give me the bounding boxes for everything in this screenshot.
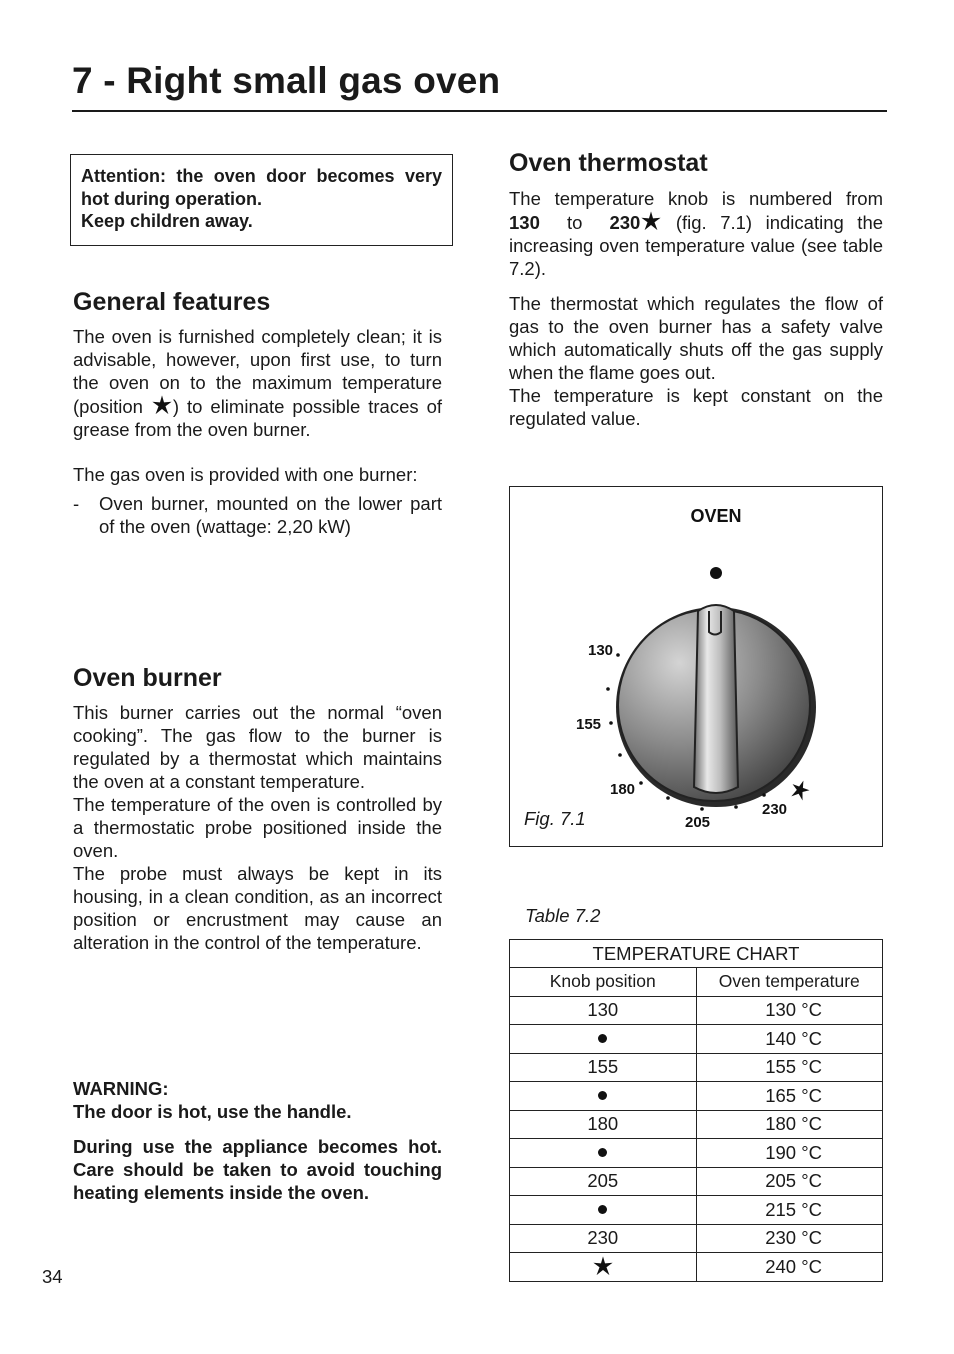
oven-temperature-cell: 155 °C <box>696 1053 883 1082</box>
attention-line-2: Keep children away. <box>81 211 253 231</box>
table-body <box>510 996 883 1281</box>
table-row <box>510 1139 883 1168</box>
knob-position-cell: 180 <box>510 1110 697 1139</box>
table-row <box>510 1253 883 1282</box>
attention-box <box>70 154 453 246</box>
max-temp-star-icon <box>788 778 811 802</box>
thermostat-max: 230 <box>609 212 641 233</box>
scale-label-130: 130 <box>588 642 614 659</box>
oven-temperature-cell: 215 °C <box>696 1196 883 1225</box>
knob-position-cell: 155 <box>510 1053 697 1082</box>
scale-dot <box>666 796 670 800</box>
table-title: TEMPERATURE CHART <box>510 940 883 968</box>
thermostat-p1-a: The temperature knob is numbered from <box>509 188 883 209</box>
scale-label-155: 155 <box>576 716 602 733</box>
oven-knob-diagram <box>510 487 882 846</box>
scale-dot <box>762 793 766 797</box>
knob-position-cell <box>510 1025 697 1054</box>
oven-thermostat-section <box>509 148 883 430</box>
oven-temperature-cell: 190 °C <box>696 1139 883 1168</box>
general-features-para1-b: ) to eliminate possible traces of grease from the oven burner. <box>73 396 443 440</box>
knob-position-cell: 205 <box>510 1167 697 1196</box>
oven-temperature-cell: 240 °C <box>696 1253 883 1282</box>
oven-burner-text-2: The temperature of the oven is controlled by a thermostatic probe positioned inside the oven. <box>73 794 442 861</box>
table-caption: Table 7.2 <box>525 905 601 926</box>
max-temp-star-icon <box>151 394 173 416</box>
general-features-para1 <box>73 325 442 441</box>
max-temp-star-icon <box>640 210 662 232</box>
thermostat-from: 130 <box>509 212 540 233</box>
general-features-para1-a: The oven is furnished completely clean; it is advisable, however, upon first use, to turn the oven on to the maximum temperature (position <box>73 326 442 417</box>
oven-temperature-cell: 230 °C <box>696 1224 883 1253</box>
column-header-knob: Knob position <box>510 968 697 997</box>
knob-position-cell <box>510 1253 697 1282</box>
figure-caption: Fig. 7.1 <box>524 808 586 829</box>
general-features-heading: General features <box>73 288 271 316</box>
knob-position-cell <box>510 1139 697 1168</box>
oven-temperature-cell: 140 °C <box>696 1025 883 1054</box>
oven-thermostat-para1 <box>509 187 883 280</box>
knob-position-cell <box>510 1082 697 1111</box>
max-temp-star-icon <box>592 1255 614 1277</box>
scale-dot <box>616 653 620 657</box>
knob-position-cell <box>510 1196 697 1225</box>
attention-line-1: Attention: the oven door becomes very hot during operation. <box>81 166 442 209</box>
oven-temperature-cell: 130 °C <box>696 996 883 1025</box>
knob-position-cell: 130 <box>510 996 697 1025</box>
temperature-chart-table <box>509 939 883 1282</box>
dot-icon <box>598 1148 607 1157</box>
table-title-row <box>510 940 883 968</box>
general-features-para2: The gas oven is provided with one burner: <box>73 464 418 485</box>
warning-para: During use the appliance becomes hot. Care should be taken to avoid touching heating elements inside the oven. <box>73 1136 442 1203</box>
scale-label-180: 180 <box>610 781 636 798</box>
column-header-temp: Oven temperature <box>696 968 883 997</box>
dot-icon <box>598 1205 607 1214</box>
position-indicator-dot <box>710 567 722 579</box>
list-item-text: Oven burner, mounted on the lower part of the oven (wattage: 2,20 kW) <box>99 493 442 537</box>
scale-label-230: 230 <box>762 801 788 818</box>
thermostat-to: to <box>566 212 583 233</box>
oven-burner-section <box>73 663 442 954</box>
list-dash: - <box>73 493 80 514</box>
oven-thermostat-heading: Oven thermostat <box>509 149 708 177</box>
knob-handle <box>694 605 738 793</box>
scale-dot <box>609 721 613 725</box>
table-row <box>510 1224 883 1253</box>
warning-section <box>73 1077 442 1204</box>
table-row <box>510 1167 883 1196</box>
oven-label: OVEN <box>690 506 742 526</box>
table-row <box>510 996 883 1025</box>
page-title: 7 - Right small gas oven <box>72 60 501 101</box>
scale-dot <box>700 807 704 811</box>
oven-thermostat-para3: The temperature is kept constant on the regulated value. <box>509 385 883 429</box>
table-header-row <box>510 968 883 997</box>
general-features-section <box>73 287 442 538</box>
scale-dot <box>606 687 610 691</box>
warning-label: WARNING: <box>73 1078 169 1099</box>
figure-7-1 <box>509 486 883 847</box>
oven-temperature-cell: 165 °C <box>696 1082 883 1111</box>
scale-dot <box>639 781 643 785</box>
list-item <box>73 492 442 538</box>
oven-temperature-cell: 205 °C <box>696 1167 883 1196</box>
oven-burner-text-1: This burner carries out the normal “oven cooking”. The gas flow to the burner is regulated by a thermostat which maintains the oven at a constant temperature. <box>73 702 442 792</box>
table-row <box>510 1196 883 1225</box>
thermostat-p1-b: (fig. 7.1) indicating the increasing oven temperature value (see table 7.2). <box>509 212 884 279</box>
table-row <box>510 1025 883 1054</box>
warning-line-1: The door is hot, use the handle. <box>73 1101 352 1122</box>
scale-dot <box>734 805 738 809</box>
scale-dot <box>618 753 622 757</box>
title-rule <box>72 110 887 112</box>
page-number: 34 <box>42 1266 63 1287</box>
oven-temperature-cell: 180 °C <box>696 1110 883 1139</box>
table-row <box>510 1110 883 1139</box>
scale-label-205: 205 <box>685 814 711 831</box>
oven-burner-text-3: The probe must always be kept in its housing, in a clean condition, as an incorrect position or encrustment may cause an alteration in the control of the temperature. <box>73 863 442 953</box>
dot-icon <box>598 1034 607 1043</box>
oven-burner-heading: Oven burner <box>73 664 222 692</box>
knob-position-cell: 230 <box>510 1224 697 1253</box>
dot-icon <box>598 1091 607 1100</box>
oven-thermostat-para2: The thermostat which regulates the flow of gas to the oven burner has a safety valve which automatically shuts off the gas supply when the flame goes out. <box>509 293 883 383</box>
table-row <box>510 1053 883 1082</box>
table-row <box>510 1082 883 1111</box>
